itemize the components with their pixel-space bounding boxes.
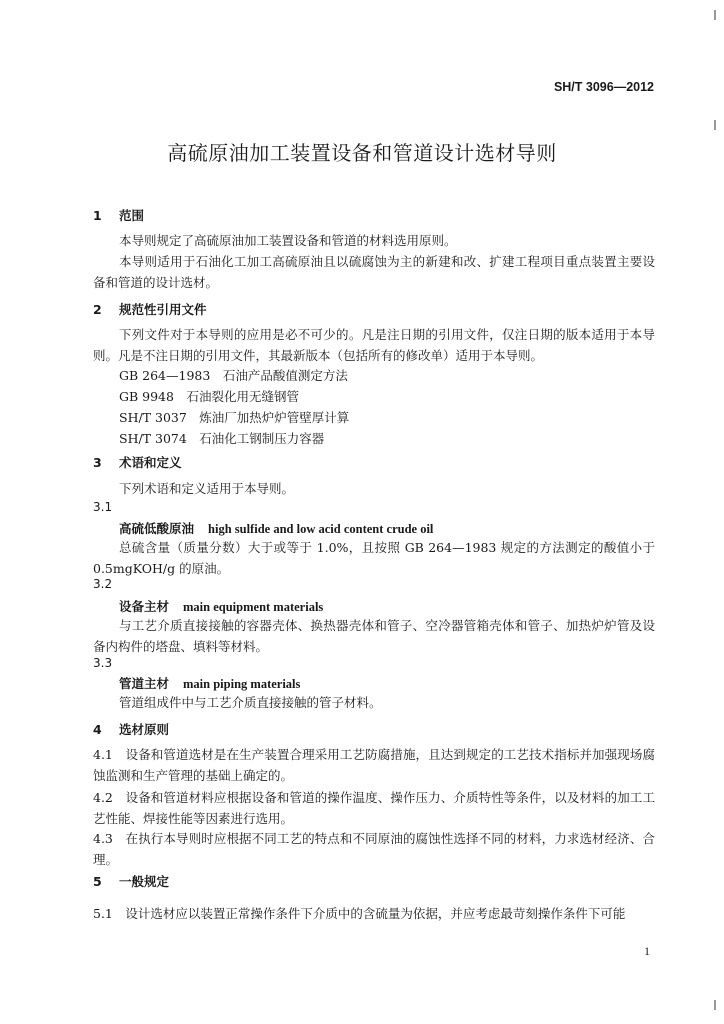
section-3-heading <box>93 453 182 471</box>
section-number: 4 <box>93 722 102 737</box>
section-title: 选材原则 <box>119 722 170 737</box>
term-zh: 管道主材 <box>119 676 170 691</box>
term-definition: 总硫含量（质量分数）大于或等于 1.0%，且按照 GB 264—1983 规定的方法测定的酸值小于0.5mgKOH/g 的原油。 <box>93 540 655 576</box>
clause-number: 3.2 <box>93 577 113 591</box>
term-en: main equipment materials <box>183 600 324 614</box>
clause-paragraph: 4.3 在执行本导则时应根据不同工艺的特点和不同原油的腐蚀性选择不同的材料，力求选材经济、合理。 <box>93 831 655 867</box>
clause-number: 3.1 <box>93 500 113 514</box>
reference-item: GB 264—1983 石油产品酸值测定方法 <box>119 368 348 383</box>
section-number: 3 <box>93 455 102 470</box>
section-5-heading <box>93 872 169 890</box>
clause-paragraph: 5.1 设计选材应以装置正常操作条件下介质中的含硫量为依据，并应考虑最苛刻操作条件下可能 <box>93 906 626 921</box>
section-title: 范围 <box>119 208 145 223</box>
clause-paragraph: 4.1 设备和管道选材是在生产装置合理采用工艺防腐措施，且达到规定的工艺技术指标并加强现场腐蚀监测和生产管理的基础上确定的。 <box>93 747 655 783</box>
section-title: 术语和定义 <box>119 455 182 470</box>
section-number: 1 <box>93 208 102 223</box>
section-title: 规范性引用文件 <box>119 302 207 317</box>
page-number: 1 <box>644 944 650 958</box>
reference-item: SH/T 3037 炼油厂加热炉炉管壁厚计算 <box>119 410 350 425</box>
term-zh: 设备主材 <box>119 599 170 614</box>
term-heading <box>119 519 433 537</box>
term-zh: 高硫低酸原油 <box>119 521 195 536</box>
scan-edge-mark <box>714 120 716 130</box>
section-number: 2 <box>93 302 102 317</box>
section-title: 一般规定 <box>119 874 170 889</box>
paragraph: 本导则适用于石油化工加工高硫原油且以硫腐蚀为主的新建和改、扩建工程项目重点装置主要设备和管道的设计选材。 <box>93 254 655 290</box>
scan-edge-mark <box>714 10 716 20</box>
standard-code: SH/T 3096—2012 <box>553 80 654 94</box>
section-1-heading <box>93 206 144 224</box>
section-2-heading <box>93 300 207 318</box>
paragraph: 本导则规定了高硫原油加工装置设备和管道的材料选用原则。 <box>119 233 457 248</box>
term-definition: 管道组成件中与工艺介质直接接触的管子材料。 <box>119 695 382 710</box>
paragraph: 下列文件对于本导则的应用是必不可少的。凡是注日期的引用文件，仅注日期的版本适用于本导则。凡是不注日期的引用文件，其最新版本（包括所有的修改单）适用于本导则。 <box>93 327 655 363</box>
term-definition: 与工艺介质直接接触的容器壳体、换热器壳体和管子、空冷器管箱壳体和管子、加热炉炉管及设备内构件的塔盘、填料等材料。 <box>93 618 655 654</box>
scan-edge-mark <box>714 1000 716 1010</box>
clause-paragraph: 4.2 设备和管道材料应根据设备和管道的操作温度、操作压力、介质特性等条件，以及材料的加工工艺性能、焊接性能等因素进行选用。 <box>93 790 655 826</box>
section-4-heading <box>93 720 169 738</box>
paragraph: 下列术语和定义适用于本导则。 <box>119 481 295 496</box>
reference-item: SH/T 3074 石油化工钢制压力容器 <box>119 431 325 446</box>
section-number: 5 <box>93 874 102 889</box>
reference-item: GB 9948 石油裂化用无缝钢管 <box>119 389 299 404</box>
term-en: high sulfide and low acid content crude oil <box>208 522 434 536</box>
term-heading <box>119 674 300 692</box>
term-en: main piping materials <box>183 677 301 691</box>
clause-number: 3.3 <box>93 656 113 670</box>
term-heading <box>119 597 323 615</box>
document-title: 高硫原油加工装置设备和管道设计选材导则 <box>167 141 557 165</box>
